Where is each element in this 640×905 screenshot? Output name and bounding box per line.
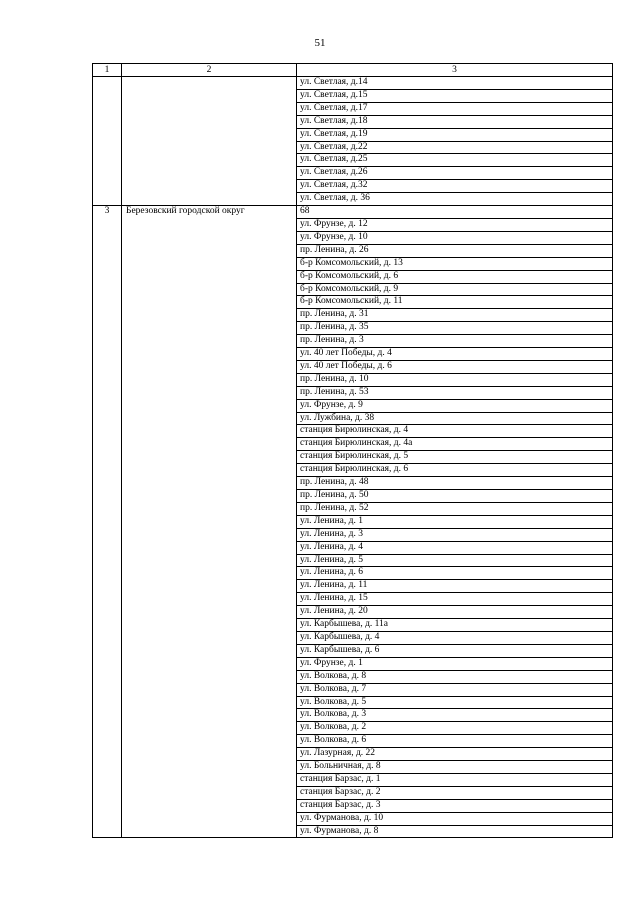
address-cell: ул. Волкова, д. 7 <box>297 683 613 696</box>
address-cell: ул. Ленина, д. 4 <box>297 541 613 554</box>
address-cell: ул. Фрунзе, д. 10 <box>297 231 613 244</box>
header-col-1: 1 <box>93 64 122 77</box>
address-cell: пр. Ленина, д. 31 <box>297 309 613 322</box>
municipality-name-cell <box>122 77 297 206</box>
address-cell: ул. Светлая, д.25 <box>297 154 613 167</box>
address-cell: ул. Светлая, д.17 <box>297 102 613 115</box>
address-cell: ул. Фрунзе, д. 12 <box>297 218 613 231</box>
address-cell: станция Бирюлинская, д. 4 <box>297 425 613 438</box>
address-cell: б-р Комсомольский, д. 6 <box>297 270 613 283</box>
address-cell: ул. Фрунзе, д. 1 <box>297 657 613 670</box>
address-cell: ул. Светлая, д.15 <box>297 89 613 102</box>
address-cell: станция Барзас, д. 3 <box>297 799 613 812</box>
header-col-3: 3 <box>297 64 613 77</box>
address-cell: станция Барзас, д. 1 <box>297 773 613 786</box>
address-cell: ул. Лужбина, д. 38 <box>297 412 613 425</box>
address-cell: ул. Волкова, д. 2 <box>297 722 613 735</box>
page-number: 51 <box>314 37 326 49</box>
address-cell: ул. Светлая, д.14 <box>297 77 613 90</box>
address-cell: ул. Волкова, д. 6 <box>297 735 613 748</box>
address-cell: б-р Комсомольский, д. 9 <box>297 283 613 296</box>
address-cell: ул. Ленина, д. 6 <box>297 567 613 580</box>
address-cell: ул. Ленина, д. 5 <box>297 554 613 567</box>
address-cell: ул. Лазурная, д. 22 <box>297 748 613 761</box>
address-cell: ул. Ленина, д. 3 <box>297 528 613 541</box>
address-cell: б-р Комсомольский, д. 13 <box>297 257 613 270</box>
table-row <box>93 77 613 90</box>
address-cell: ул. Ленина, д. 1 <box>297 515 613 528</box>
address-cell: ул. Светлая, д.26 <box>297 167 613 180</box>
address-cell: ул. 40 лет Победы, д. 6 <box>297 360 613 373</box>
address-cell: пр. Ленина, д. 53 <box>297 386 613 399</box>
table-header-row <box>93 64 613 77</box>
municipality-name-cell: Березовский городской округ <box>122 206 297 838</box>
address-cell: ул. Карбышева, д. 11а <box>297 619 613 632</box>
address-cell: станция Барзас, д. 2 <box>297 786 613 799</box>
address-cell: ул. Ленина, д. 20 <box>297 606 613 619</box>
address-cell: ул. Волкова, д. 3 <box>297 709 613 722</box>
address-cell: пр. Ленина, д. 48 <box>297 477 613 490</box>
address-cell: станция Бирюлинская, д. 4а <box>297 438 613 451</box>
address-cell: ул. Фурманова, д. 10 <box>297 812 613 825</box>
address-cell: ул. Светлая, д.32 <box>297 180 613 193</box>
address-cell: пр. Ленина, д. 10 <box>297 373 613 386</box>
table-row <box>93 206 613 219</box>
address-cell: ул. Светлая, д. 36 <box>297 193 613 206</box>
address-cell: ул. Светлая, д.22 <box>297 141 613 154</box>
address-cell: ул. Карбышева, д. 4 <box>297 631 613 644</box>
address-cell: ул. 40 лет Победы, д. 4 <box>297 348 613 361</box>
address-cell: б-р Комсомольский, д. 11 <box>297 296 613 309</box>
address-cell: пр. Ленина, д. 26 <box>297 244 613 257</box>
address-cell: пр. Ленина, д. 50 <box>297 490 613 503</box>
address-cell: ул. Светлая, д.19 <box>297 128 613 141</box>
address-table <box>92 63 613 838</box>
address-cell: пр. Ленина, д. 35 <box>297 322 613 335</box>
address-cell: станция Бирюлинская, д. 5 <box>297 451 613 464</box>
address-cell: ул. Фурманова, д. 8 <box>297 825 613 838</box>
address-cell: 68 <box>297 206 613 219</box>
header-col-2: 2 <box>122 64 297 77</box>
row-number-cell: 3 <box>93 206 122 838</box>
address-cell: пр. Ленина, д. 3 <box>297 335 613 348</box>
address-cell: ул. Волкова, д. 8 <box>297 670 613 683</box>
address-cell: пр. Ленина, д. 52 <box>297 502 613 515</box>
address-cell: станция Бирюлинская, д. 6 <box>297 464 613 477</box>
address-cell: ул. Фрунзе, д. 9 <box>297 399 613 412</box>
row-number-cell <box>93 77 122 206</box>
address-table-body <box>93 64 613 838</box>
address-cell: ул. Ленина, д. 15 <box>297 593 613 606</box>
address-cell: ул. Карбышева, д. 6 <box>297 644 613 657</box>
address-cell: ул. Волкова, д. 5 <box>297 696 613 709</box>
address-cell: ул. Ленина, д. 11 <box>297 580 613 593</box>
address-cell: ул. Светлая, д.18 <box>297 115 613 128</box>
address-cell: ул. Больничная, д. 8 <box>297 761 613 774</box>
